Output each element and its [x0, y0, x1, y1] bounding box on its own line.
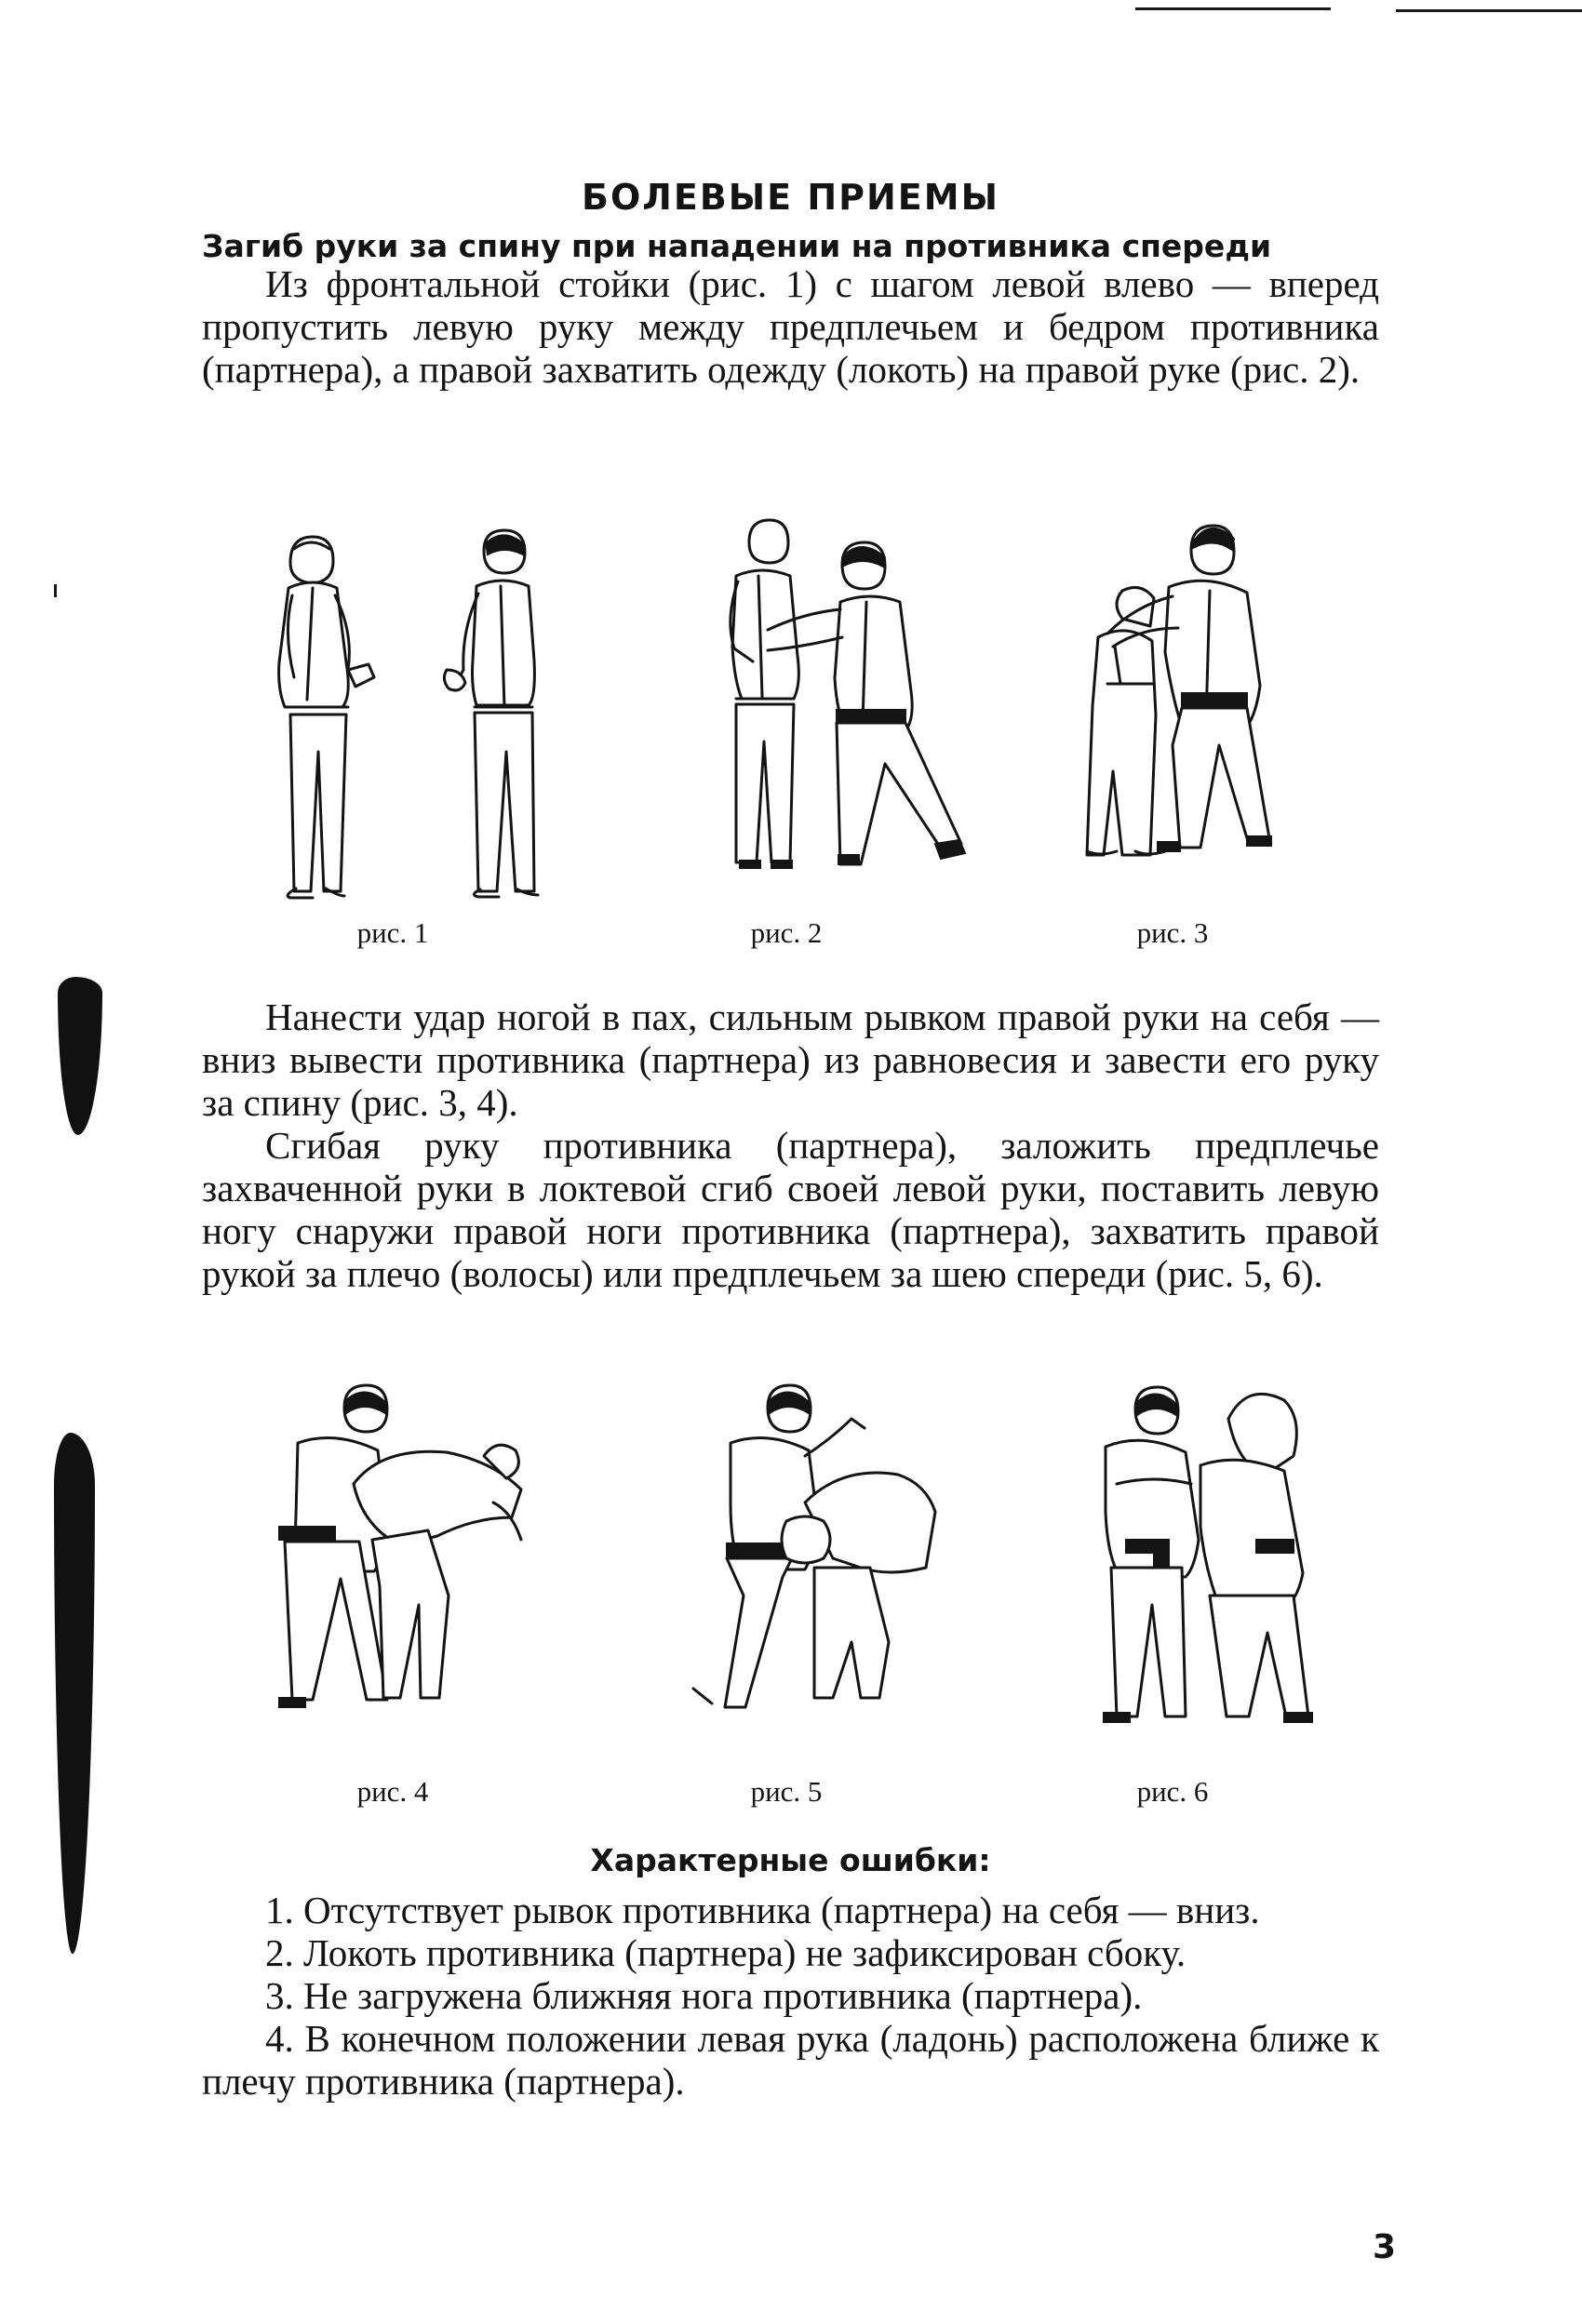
- figure-2: [703, 516, 982, 870]
- caption-fig-5: рис. 5: [750, 1775, 823, 1808]
- intro-paragraph: Из фронтальной стойки (рис. 1) с шагом левой влево — вперед пропустить левую руку между предплечьем и бедром противника (партнера), а правой захватить одежду (локоть) на правой руке (рис. 2).: [202, 262, 1379, 391]
- error-item: 4. В конечном положении левая рука (ладонь) расположена ближе к плечу противника (партнера).: [202, 2017, 1379, 2103]
- figure-6: [1098, 1382, 1331, 1726]
- margin-smudge-2: [54, 1433, 95, 1954]
- body-text: [202, 995, 1379, 1295]
- error-item: 1. Отсутствует рывок противника (партнера) на себя — вниз.: [265, 1889, 1260, 1931]
- scan-top-line-1: [1135, 7, 1331, 10]
- page-number: 3: [1372, 2228, 1396, 2266]
- errors-list: [202, 1889, 1379, 2103]
- error-item: 3. Не загружена ближняя нога противника (партнера).: [265, 1974, 1143, 2017]
- paragraph-3: Сгибая руку противника (партнера), заложить предплечье захваченной руки в локтевой сгиб своей левой руки, поставить левую ногу снаружи правой ноги противника (партнера), захватить правой рукой за плечо (волосы) или предплечьем за шею спереди (рис. 5, 6).: [202, 1124, 1379, 1295]
- paragraph-2: Нанести удар ногой в пах, сильным рывком правой руки на себя — вниз вывести противника (партнера) из равновесия и завести его руку за спину (рис. 3, 4).: [202, 995, 1379, 1124]
- caption-fig-2: рис. 2: [750, 916, 823, 949]
- caption-fig-4: рис. 4: [356, 1775, 429, 1808]
- fig1-person-right: [444, 530, 538, 897]
- subtitle: Загиб руки за спину при нападении на противника спереди: [202, 228, 1272, 264]
- scan-top-line-2: [1396, 9, 1582, 12]
- fig6-person-left: [1104, 1387, 1199, 1722]
- caption-fig-3: рис. 3: [1136, 916, 1209, 949]
- scan-mark: [54, 584, 57, 597]
- error-item: 2. Локоть противника (партнера) не зафиксирован сбоку.: [265, 1931, 1186, 1974]
- figure-1: [251, 530, 568, 893]
- figure-5: [675, 1382, 954, 1716]
- fig4-person-standing: [279, 1385, 387, 1707]
- page-title: БОЛЕВЫЕ ПРИЕМЫ: [582, 177, 999, 218]
- fig6-person-right: [1200, 1394, 1312, 1722]
- caption-fig-1: рис. 1: [356, 916, 429, 949]
- fig2-person-left: [731, 520, 799, 868]
- intro-text: [202, 262, 1379, 391]
- margin-smudge-1: [58, 977, 102, 1135]
- caption-fig-6: рис. 6: [1136, 1775, 1209, 1808]
- errors-heading: Характерные ошибки:: [590, 1842, 991, 1878]
- fig2-person-right: [768, 542, 965, 864]
- figure-4: [270, 1382, 540, 1716]
- figure-3: [1079, 516, 1321, 861]
- fig3-person-left: [1087, 587, 1165, 855]
- fig1-person-left: [279, 537, 374, 898]
